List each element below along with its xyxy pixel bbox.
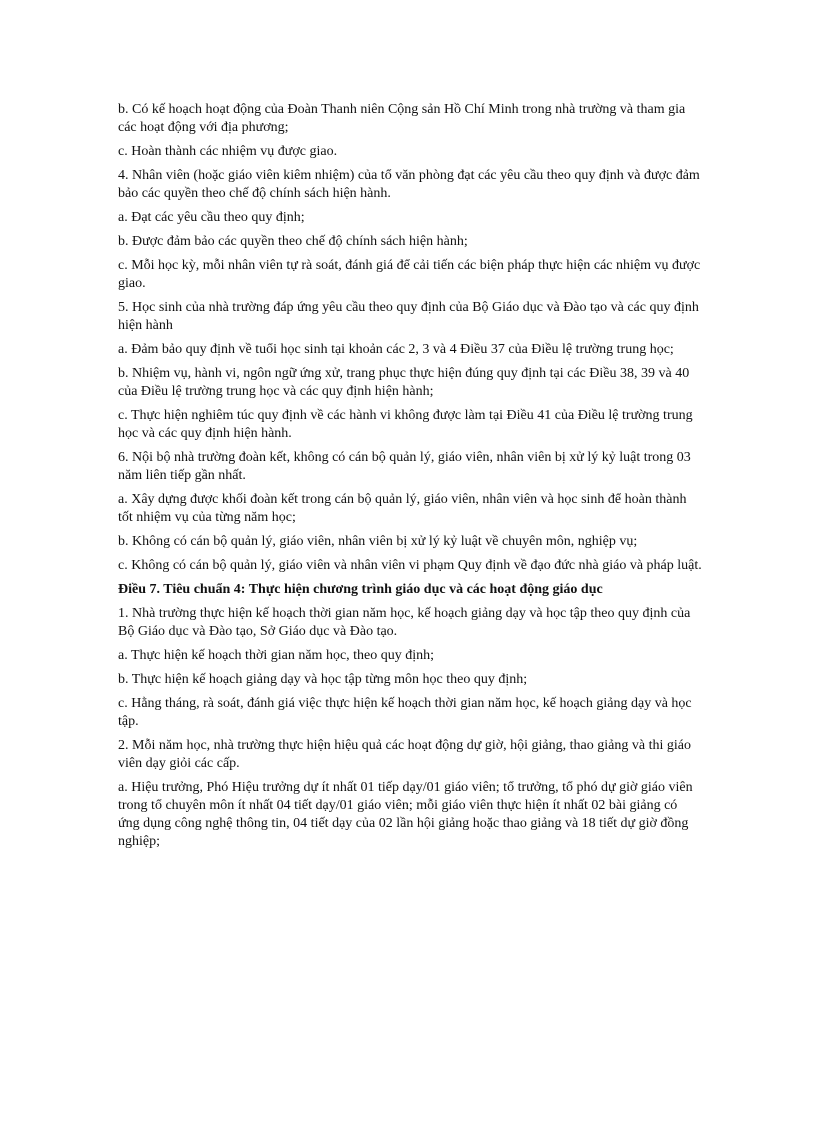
paragraph: a. Hiệu trưởng, Phó Hiệu trưởng dự ít nhất 01 tiếp dạy/01 giáo viên; tổ trưởng, tổ phó dự giờ giáo viên trong tổ chuyên môn ít nhất 04 tiết dạy/01 giáo viên; mỗi giáo viên thực hiện ít nhất 02 bài giảng có ứng dụng công nghệ thông tin, 04 tiết dạy của 02 lần hội giảng hoặc thao giảng và 18 tiết dự giờ đồng nghiệp;	[118, 780, 693, 849]
paragraph: b. Không có cán bộ quản lý, giáo viên, nhân viên bị xử lý kỷ luật về chuyên môn, nghiệp vụ;	[118, 534, 638, 549]
paragraph: 1. Nhà trường thực hiện kế hoạch thời gian năm học, kế hoạch giảng dạy và học tập theo quy định của Bộ Giáo dục và Đào tạo, Sở Giáo dục và Đào tạo.	[118, 606, 691, 639]
paragraph: b. Thực hiện kế hoạch giảng dạy và học tập từng môn học theo quy định;	[118, 672, 528, 687]
paragraph: 6. Nội bộ nhà trường đoàn kết, không có cán bộ quản lý, giáo viên, nhân viên bị xử lý kỷ luật trong 03 năm liên tiếp gần nhất.	[118, 450, 691, 483]
paragraph: 5. Học sinh của nhà trường đáp ứng yêu cầu theo quy định của Bộ Giáo dục và Đào tạo và các quy định hiện hành	[118, 300, 699, 333]
paragraph: b. Được đảm bảo các quyền theo chế độ chính sách hiện hành;	[118, 234, 468, 249]
paragraph: c. Thực hiện nghiêm túc quy định về các hành vi không được làm tại Điều 41 của Điều lệ trường trung học và các quy định hiện hành.	[118, 408, 693, 441]
paragraph: c. Hằng tháng, rà soát, đánh giá việc thực hiện kế hoạch thời gian năm học, kế hoạch giảng dạy và học tập.	[118, 696, 692, 729]
paragraph: a. Xây dựng được khối đoàn kết trong cán bộ quản lý, giáo viên, nhân viên và học sinh để hoàn thành tốt nhiệm vụ của từng năm học;	[118, 492, 687, 525]
paragraph: a. Đạt các yêu cầu theo quy định;	[118, 210, 305, 225]
paragraph: b. Có kế hoạch hoạt động của Đoàn Thanh niên Cộng sản Hồ Chí Minh trong nhà trường và tham gia các hoạt động với địa phương;	[118, 102, 686, 135]
section-heading: Điều 7. Tiêu chuẩn 4: Thực hiện chương trình giáo dục và các hoạt động giáo dục	[118, 582, 603, 597]
paragraph: c. Không có cán bộ quản lý, giáo viên và nhân viên vi phạm Quy định về đạo đức nhà giáo và pháp luật.	[118, 558, 702, 573]
paragraph: b. Nhiệm vụ, hành vi, ngôn ngữ ứng xử, trang phục thực hiện đúng quy định tại các Điều 38, 39 và 40 của Điều lệ trường trung học và các quy định hiện hành;	[118, 366, 690, 399]
paragraph: a. Đảm bảo quy định về tuổi học sinh tại khoản các 2, 3 và 4 Điều 37 của Điều lệ trường trung học;	[118, 342, 674, 357]
paragraph: 4. Nhân viên (hoặc giáo viên kiêm nhiệm) của tổ văn phòng đạt các yêu cầu theo quy định và được đảm bảo các quyền theo chế độ chính sách hiện hành.	[118, 168, 700, 201]
document-page	[118, 101, 702, 857]
paragraph: c. Hoàn thành các nhiệm vụ được giao.	[118, 144, 338, 159]
paragraph: a. Thực hiện kế hoạch thời gian năm học, theo quy định;	[118, 648, 435, 663]
paragraph: c. Mỗi học kỳ, mỗi nhân viên tự rà soát, đánh giá để cải tiến các biện pháp thực hiện các nhiệm vụ được giao.	[118, 258, 701, 291]
paragraph: 2. Mỗi năm học, nhà trường thực hiện hiệu quả các hoạt động dự giờ, hội giảng, thao giảng và thi giáo viên dạy giỏi các cấp.	[118, 738, 691, 771]
